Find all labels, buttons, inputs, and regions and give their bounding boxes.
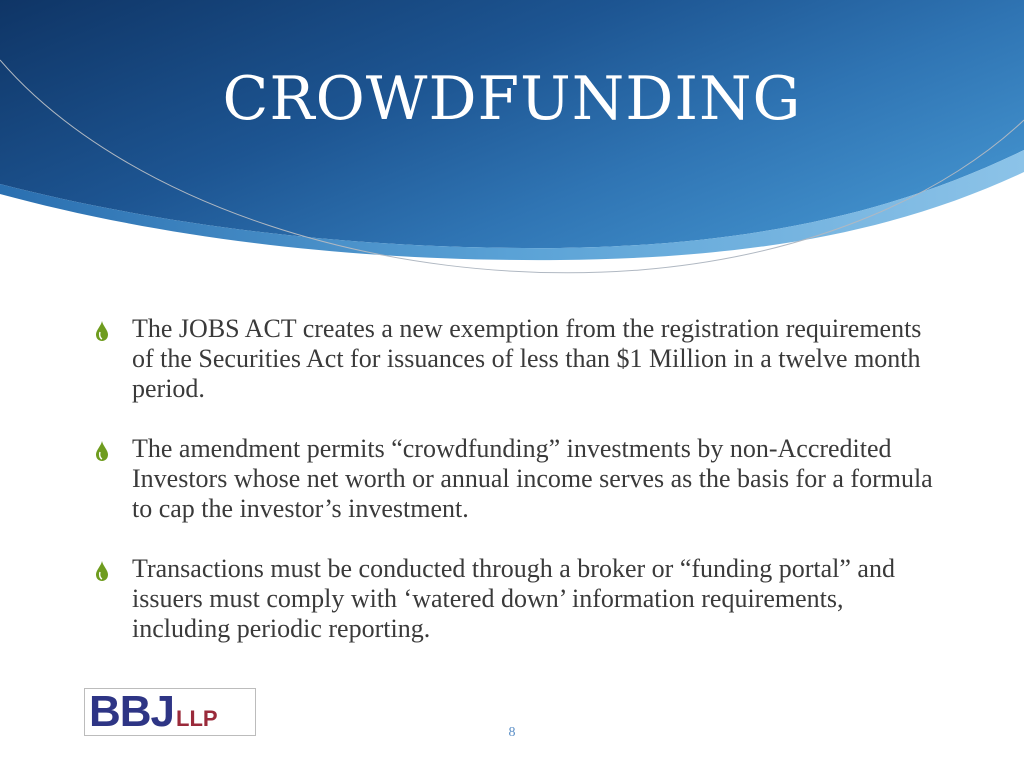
leaf-drop-icon <box>94 560 110 582</box>
bullet-text: The amendment permits “crowdfunding” investments by non-Accredited Investors whose net worth or annual income serves as the basis for a formula to cap the investor’s investment. <box>132 434 933 523</box>
bullet-text: The JOBS ACT creates a new exemption from the registration requirements of the Securities Act for issuances of less than $1 Million in a twelve month period. <box>132 314 922 403</box>
bullet-item <box>92 434 942 524</box>
bullet-item <box>92 314 942 404</box>
leaf-drop-icon <box>94 320 110 342</box>
bullet-list <box>92 314 942 674</box>
logo-main-text: BBJ <box>89 687 175 736</box>
bullet-item <box>92 554 942 644</box>
page-number: 8 <box>508 725 516 740</box>
bbj-llp-logo <box>84 688 256 736</box>
header-background <box>0 0 1024 300</box>
bullet-text: Transactions must be conducted through a broker or “funding portal” and issuers must comply with ‘watered down’ information requirements, including periodic reporting. <box>132 554 895 643</box>
slide-title: CROWDFUNDING <box>222 64 802 134</box>
logo-sub-text: LLP <box>176 706 218 731</box>
leaf-drop-icon <box>94 440 110 462</box>
